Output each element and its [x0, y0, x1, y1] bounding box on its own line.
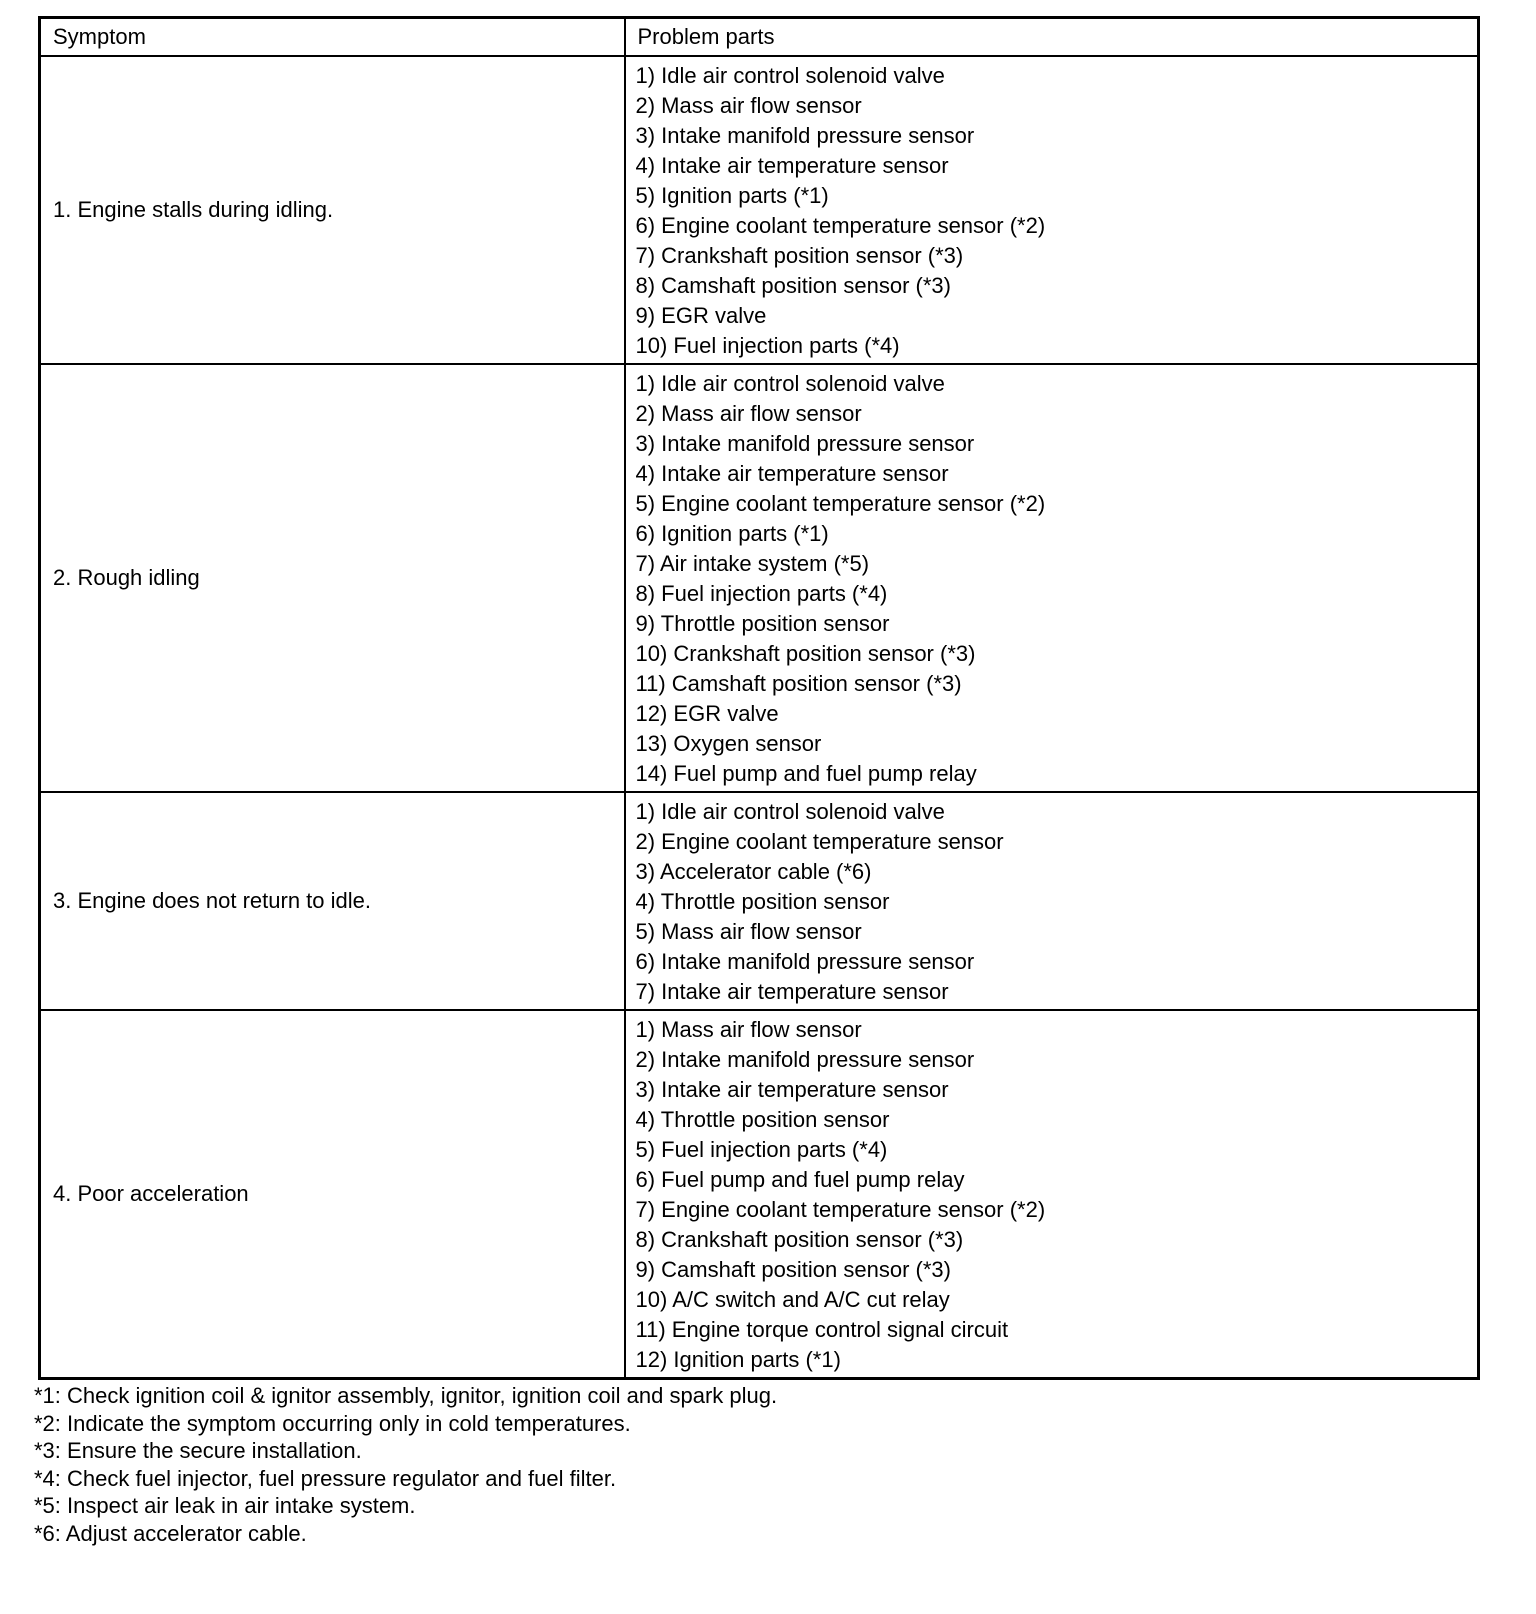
- problem-part-item: 4) Throttle position sensor: [635, 1107, 890, 1132]
- problem-part-item: 8) Camshaft position sensor (*3): [635, 273, 951, 298]
- problem-part-item: 9) EGR valve: [635, 303, 767, 328]
- problem-part-item: 2) Mass air flow sensor: [635, 93, 862, 118]
- footnote: *4: Check fuel injector, fuel pressure regulator and fuel filter.: [34, 1465, 617, 1491]
- problem-part-item: 12) Ignition parts (*1): [635, 1347, 841, 1372]
- problem-part-item: 3) Accelerator cable (*6): [635, 859, 872, 884]
- problem-part-item: 8) Crankshaft position sensor (*3): [635, 1227, 964, 1252]
- problem-part-item: 7) Air intake system (*5): [635, 551, 870, 576]
- problem-part-item: 11) Engine torque control signal circuit: [635, 1317, 1009, 1342]
- symptom-cell: 1. Engine stalls during idling.: [40, 56, 625, 364]
- problem-parts-cell: [625, 56, 1479, 364]
- problem-part-item: 2) Engine coolant temperature sensor: [635, 829, 1004, 854]
- problem-part-item: 6) Fuel pump and fuel pump relay: [635, 1167, 965, 1192]
- problem-parts-cell: [625, 792, 1479, 1010]
- problem-part-item: 1) Idle air control solenoid valve: [635, 371, 945, 396]
- problem-part-item: 3) Intake manifold pressure sensor: [635, 123, 975, 148]
- problem-parts-header: Problem parts: [625, 18, 1479, 57]
- problem-part-item: 9) Camshaft position sensor (*3): [635, 1257, 951, 1282]
- table-row: [40, 364, 1479, 792]
- problem-part-item: 1) Mass air flow sensor: [635, 1017, 862, 1042]
- problem-part-item: 6) Intake manifold pressure sensor: [635, 949, 975, 974]
- problem-parts-list: [636, 1015, 1478, 1375]
- problem-part-item: 5) Mass air flow sensor: [635, 919, 862, 944]
- problem-part-item: 1) Idle air control solenoid valve: [635, 799, 945, 824]
- footnotes-list: [34, 1382, 777, 1547]
- table-row: [40, 792, 1479, 1010]
- problem-part-item: 13) Oxygen sensor: [635, 731, 822, 756]
- problem-part-item: 8) Fuel injection parts (*4): [635, 581, 888, 606]
- problem-part-item: 4) Intake air temperature sensor: [635, 461, 949, 486]
- problem-part-item: 10) Crankshaft position sensor (*3): [635, 641, 976, 666]
- problem-part-item: 12) EGR valve: [635, 701, 779, 726]
- symptom-cell: 4. Poor acceleration: [40, 1010, 625, 1379]
- footnote: *2: Indicate the symptom occurring only in cold temperatures.: [34, 1410, 631, 1436]
- problem-part-item: 1) Idle air control solenoid valve: [635, 63, 945, 88]
- problem-part-item: 7) Crankshaft position sensor (*3): [635, 243, 964, 268]
- problem-part-item: 5) Fuel injection parts (*4): [635, 1137, 888, 1162]
- problem-parts-list: [636, 797, 1478, 1007]
- problem-part-item: 4) Throttle position sensor: [635, 889, 890, 914]
- footnote: *6: Adjust accelerator cable.: [34, 1520, 307, 1546]
- problem-part-item: 4) Intake air temperature sensor: [635, 153, 949, 178]
- table-body: [40, 56, 1479, 1379]
- symptom-header: Symptom: [40, 18, 625, 57]
- problem-part-item: 7) Engine coolant temperature sensor (*2): [635, 1197, 1046, 1222]
- problem-part-item: 11) Camshaft position sensor (*3): [635, 671, 962, 696]
- table-row: [40, 1010, 1479, 1379]
- problem-part-item: 9) Throttle position sensor: [635, 611, 890, 636]
- problem-parts-cell: [625, 364, 1479, 792]
- problem-part-item: 3) Intake manifold pressure sensor: [635, 431, 975, 456]
- symptom-cell: 3. Engine does not return to idle.: [40, 792, 625, 1010]
- symptom-table: [38, 16, 1480, 1380]
- problem-part-item: 5) Ignition parts (*1): [635, 183, 829, 208]
- footnote: *5: Inspect air leak in air intake system.: [34, 1493, 416, 1518]
- footnote: *1: Check ignition coil & ignitor assembly, ignitor, ignition coil and spark plug.: [34, 1383, 778, 1408]
- table-header-row: [40, 18, 1479, 57]
- problem-part-item: 2) Mass air flow sensor: [635, 401, 862, 426]
- problem-part-item: 2) Intake manifold pressure sensor: [635, 1047, 975, 1072]
- problem-part-item: 7) Intake air temperature sensor: [635, 979, 949, 1004]
- symptom-cell: 2. Rough idling: [40, 364, 625, 792]
- problem-parts-cell: [625, 1010, 1479, 1379]
- problem-parts-list: [636, 369, 1478, 789]
- problem-part-item: 6) Ignition parts (*1): [635, 521, 829, 546]
- problem-part-item: 14) Fuel pump and fuel pump relay: [635, 761, 977, 786]
- table-row: [40, 56, 1479, 364]
- footnote: *3: Ensure the secure installation.: [34, 1438, 362, 1463]
- problem-parts-list: [636, 61, 1478, 361]
- problem-part-item: 10) A/C switch and A/C cut relay: [635, 1287, 950, 1312]
- problem-part-item: 10) Fuel injection parts (*4): [635, 333, 900, 358]
- problem-part-item: 5) Engine coolant temperature sensor (*2): [635, 491, 1046, 516]
- problem-part-item: 6) Engine coolant temperature sensor (*2): [635, 213, 1046, 238]
- problem-part-item: 3) Intake air temperature sensor: [635, 1077, 949, 1102]
